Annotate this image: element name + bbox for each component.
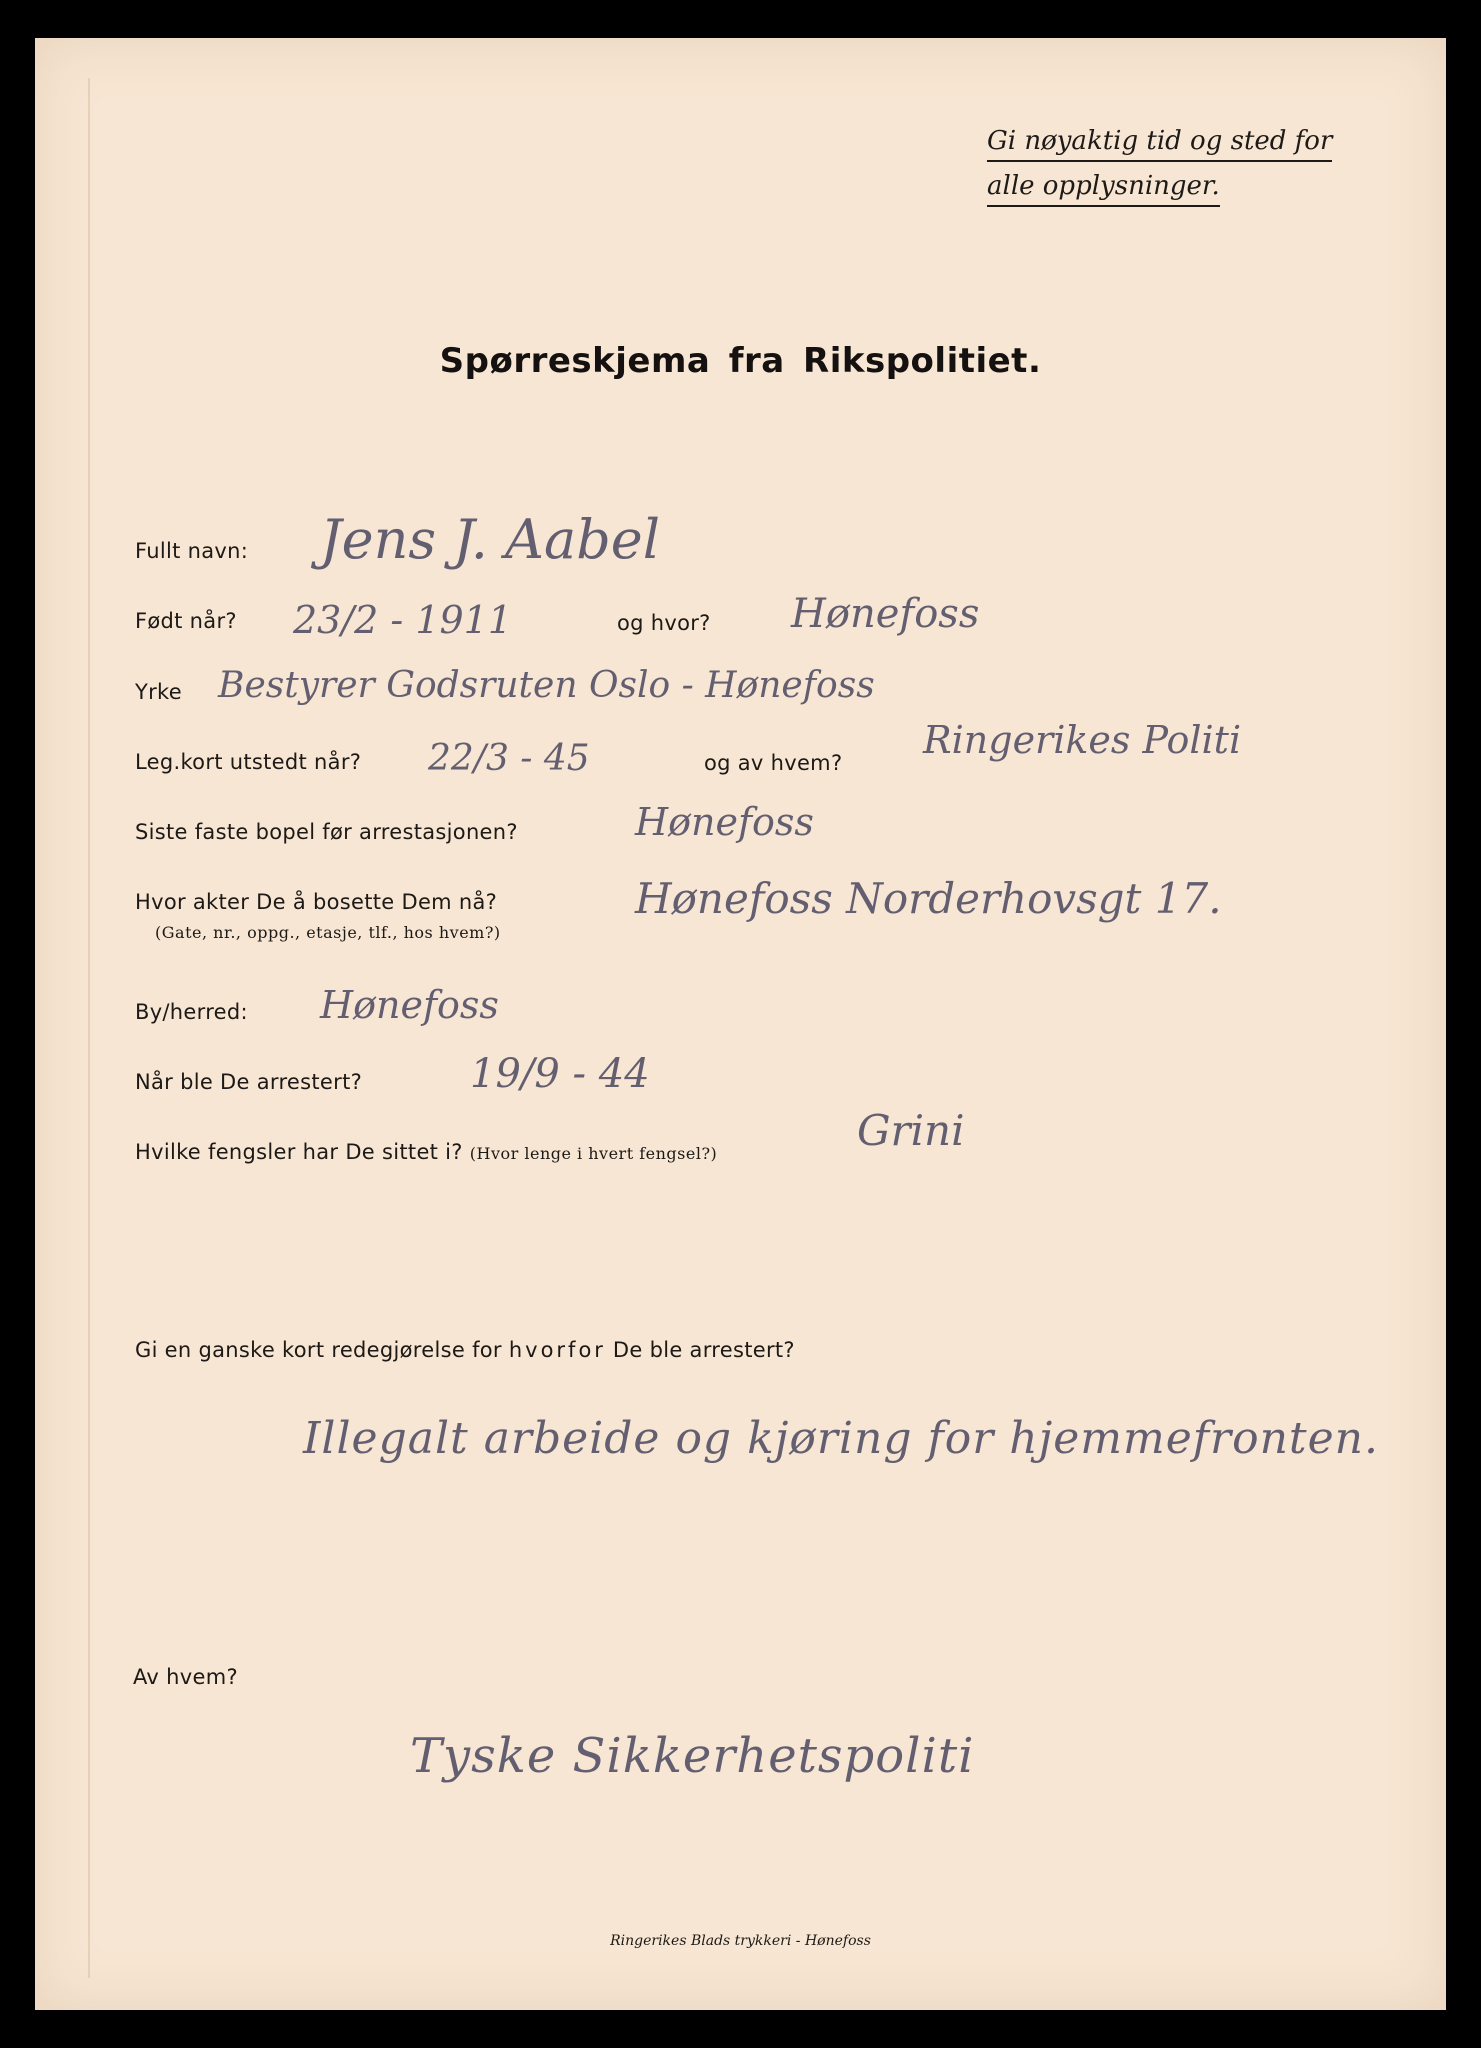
printer-footer: Ringerikes Blads trykkeri - Hønefoss (610, 1933, 871, 1949)
municipality-value: Hønefoss (320, 983, 499, 1027)
occupation-label: Yrke (135, 680, 182, 704)
full-name-value: Jens J. Aabel (320, 508, 661, 571)
reason-label-suffix: De ble arrestert? (612, 1338, 795, 1362)
intended-residence-sublabel: (Gate, nr., oppg., etasje, tlf., hos hvem?) (155, 923, 501, 942)
instruction-note-line2: alle opplysninger. (987, 171, 1220, 207)
id-issued-when-value: 22/3 - 45 (428, 738, 590, 779)
id-issued-by-label: og av hvem? (704, 751, 843, 775)
full-name-label: Fullt navn: (135, 539, 249, 563)
last-residence-label: Siste faste bopel før arrestasjonen? (135, 820, 518, 844)
arrested-when-label: Når ble De arrestert? (135, 1070, 363, 1094)
born-when-value: 23/2 - 1911 (293, 598, 513, 642)
id-issued-when-label: Leg.kort utstedt når? (135, 750, 362, 774)
reason-label (135, 1338, 795, 1362)
prisons-value: Grini (857, 1106, 965, 1155)
prisons-sublabel: (Hvor lenge i hvert fengsel?) (469, 1144, 718, 1163)
born-where-value: Hønefoss (791, 591, 980, 637)
occupation-value: Bestyrer Godsruten Oslo - Hønefoss (218, 665, 875, 706)
reason-value: Illegalt arbeide og kjøring for hjemmefronten. (303, 1413, 1379, 1464)
intended-residence-label: Hvor akter De å bosette Dem nå? (135, 890, 498, 914)
arrested-when-value: 19/9 - 44 (470, 1051, 650, 1097)
questionnaire-sheet (35, 38, 1446, 2010)
municipality-label: By/herred: (135, 1000, 248, 1024)
reason-label-emphasis: hvorfor (508, 1338, 606, 1362)
form-title: Spørreskjema fra Rikspolitiet. (439, 341, 1042, 381)
prisons-label (135, 1140, 717, 1164)
born-when-label: Født når? (135, 609, 237, 633)
prisons-label-text: Hvilke fengsler har De sittet i? (135, 1140, 463, 1164)
id-issued-by-value: Ringerikes Politi (923, 718, 1242, 762)
instruction-note-line1: Gi nøyaktig tid og sted for (987, 126, 1332, 162)
born-where-label: og hvor? (617, 611, 711, 635)
intended-residence-value: Hønefoss Norderhovsgt 17. (635, 874, 1222, 923)
arrested-by-label: Av hvem? (133, 1665, 238, 1689)
reason-label-prefix: Gi en ganske kort redegjørelse for (135, 1338, 502, 1362)
arrested-by-value: Tyske Sikkerhetspoliti (410, 1728, 975, 1784)
last-residence-value: Hønefoss (635, 800, 814, 844)
